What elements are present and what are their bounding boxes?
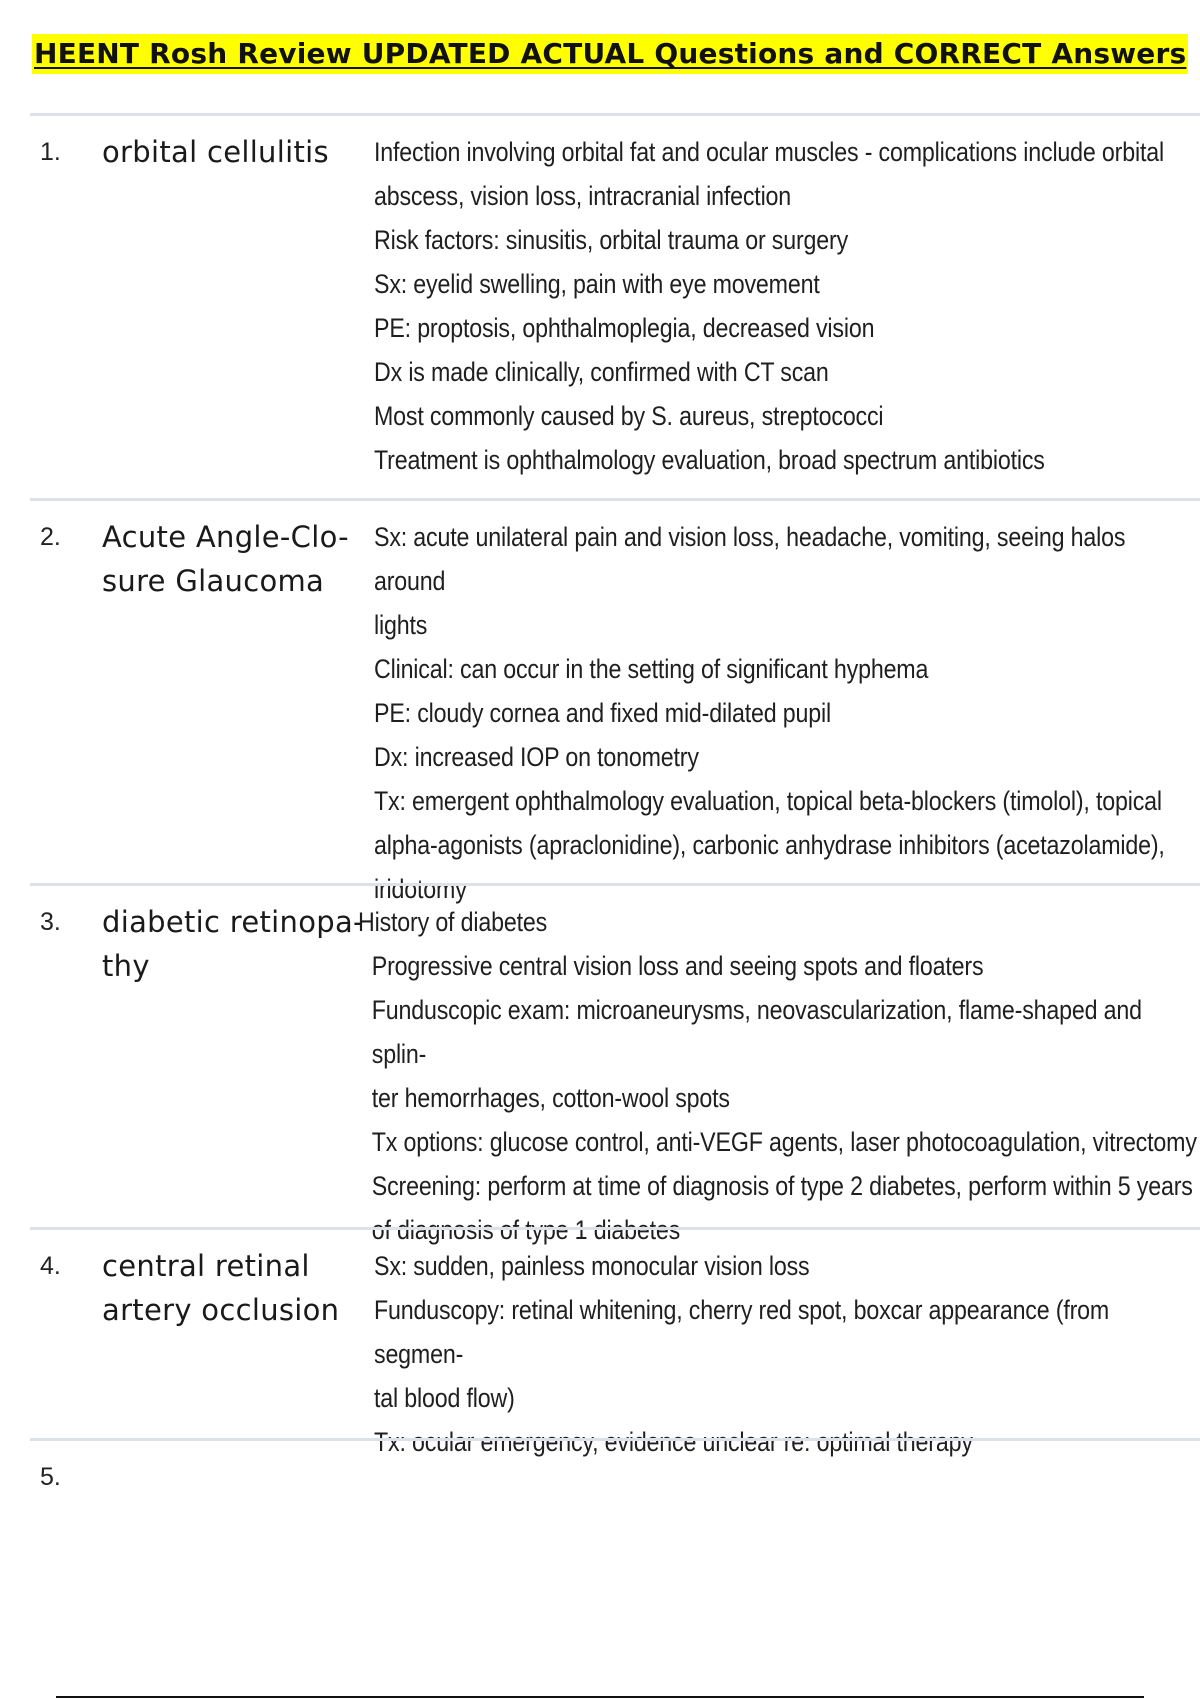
definition-line: Tx options: glucose control, anti-VEGF agents, laser photocoagulation, vitrectomy: [371, 1127, 1197, 1157]
card-term-line: sure Glaucoma: [102, 564, 325, 598]
definition-line: iridotomy: [374, 874, 467, 904]
card-definition: [374, 1455, 1200, 1575]
definition-line: Infection involving orbital fat and ocular muscles - complications include orbital: [374, 137, 1164, 167]
card-term-line: thy: [102, 949, 150, 983]
card-number: 3.: [40, 908, 61, 936]
definition-line: Dx: increased IOP on tonometry: [374, 742, 699, 772]
flashcard: [30, 1438, 1200, 1575]
title-wrap: [32, 34, 1192, 74]
definition-line: PE: cloudy cornea and fixed mid-dilated pupil: [374, 698, 831, 728]
definition-line: lights: [374, 610, 428, 640]
card-number: 2.: [40, 523, 61, 551]
card-term: [102, 515, 374, 883]
definition-line: Progressive central vision loss and seeing spots and floaters: [371, 951, 984, 981]
card-term: orbital cellulitis: [102, 135, 329, 169]
card-number: 1.: [40, 138, 61, 166]
definition-line: History of diabetes: [358, 907, 548, 937]
definition-line: Most commonly caused by S. aureus, streptococci: [374, 401, 884, 431]
card-number: 4.: [40, 1252, 61, 1280]
card-term-line: Acute Angle-Clo-: [102, 520, 349, 554]
definition-line: Risk factors: sinusitis, orbital trauma or surgery: [374, 225, 849, 255]
definition-line: tal blood flow): [374, 1383, 515, 1413]
card-term-line: diabetic retinopa-: [102, 905, 364, 939]
flashcard: [30, 113, 1200, 498]
card-definition: [358, 900, 1200, 1245]
card-definition: [374, 130, 1200, 498]
definition-line: abscess, vision loss, intracranial infection: [374, 181, 792, 211]
definition-line: alpha-agonists (apraclonidine), carbonic anhydrase inhibitors (acetazolamide),: [374, 830, 1165, 860]
flashcard: [30, 883, 1200, 1245]
flashcard: [30, 498, 1200, 904]
definition-line: Sx: sudden, painless monocular vision loss: [374, 1251, 810, 1281]
document-title: HEENT Rosh Review UPDATED ACTUAL Questions and CORRECT Answers: [32, 34, 1188, 74]
definition-line: PE: proptosis, ophthalmoplegia, decreased vision: [374, 313, 875, 343]
card-definition: [374, 1244, 1200, 1457]
definition-line: Tx: emergent ophthalmology evaluation, topical beta-blockers (timolol), topical: [374, 786, 1162, 816]
card-term: [102, 1244, 374, 1438]
definition-line: Tx: ocular emergency, evidence unclear re: optimal therapy: [374, 1427, 973, 1457]
card-term-line: artery occlusion: [102, 1293, 340, 1327]
definition-line: ter hemorrhages, cotton-wool spots: [371, 1083, 730, 1113]
definition-line: Treatment is ophthalmology evaluation, broad spectrum antibiotics: [374, 445, 1045, 475]
definition-line: Screening: perform at time of diagnosis of type 2 diabetes, perform within 5 years: [371, 1171, 1193, 1201]
definition-line: Sx: acute unilateral pain and vision loss, headache, vomiting, seeing halos around: [374, 522, 1126, 596]
definition-line: Funduscopy: retinal whitening, cherry red spot, boxcar appearance (from segmen-: [374, 1295, 1110, 1369]
card-term: [102, 1455, 374, 1575]
definition-line: Clinical: can occur in the setting of significant hyphema: [374, 654, 929, 684]
card-term: [102, 900, 374, 1227]
definition-line: Sx: eyelid swelling, pain with eye movement: [374, 269, 820, 299]
card-definition: [374, 515, 1200, 904]
definition-line: of diagnosis of type 1 diabetes: [371, 1215, 681, 1245]
card-term-line: central retinal: [102, 1249, 310, 1283]
definition-line: Funduscopic exam: microaneurysms, neovascularization, flame-shaped and splin-: [371, 995, 1142, 1069]
page-divider: [56, 1696, 1144, 1698]
flashcard-list: [30, 113, 1200, 1575]
flashcard: [30, 1227, 1200, 1457]
definition-line: Dx is made clinically, confirmed with CT scan: [374, 357, 829, 387]
card-number: 5.: [40, 1463, 61, 1491]
